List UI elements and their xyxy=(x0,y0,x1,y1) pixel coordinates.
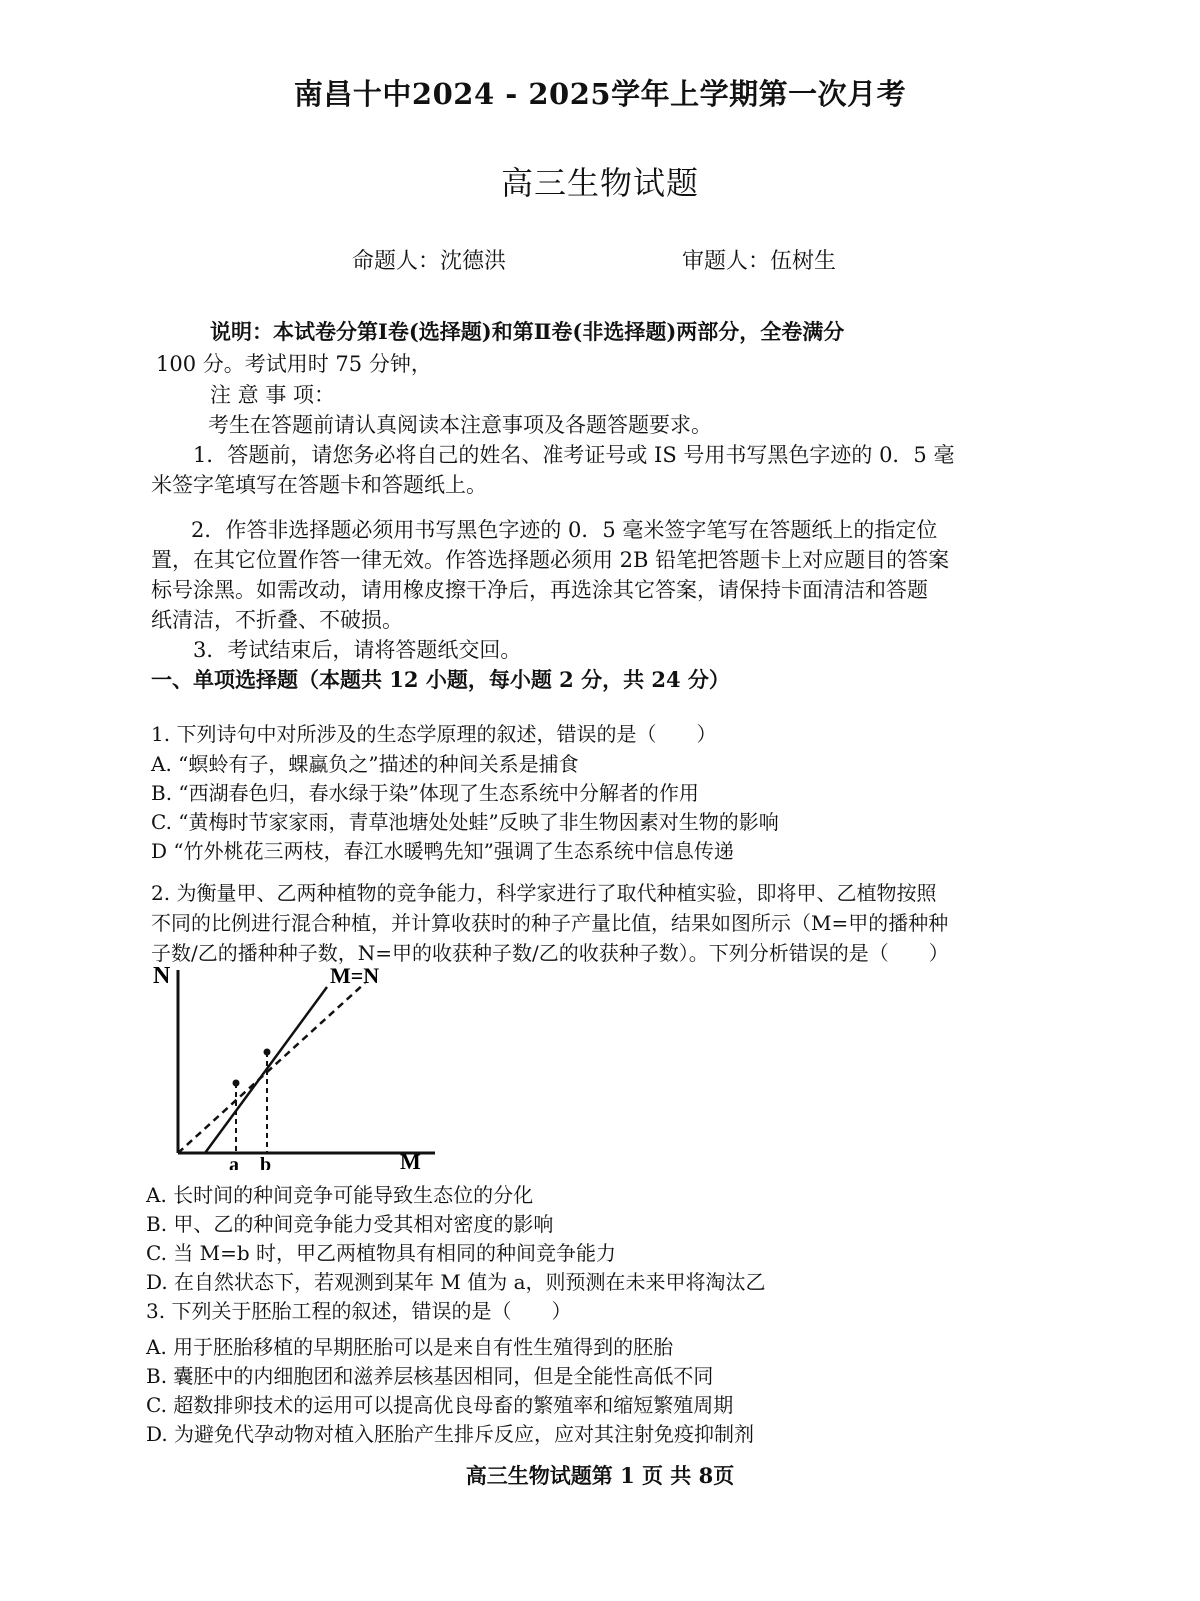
y-axis-label: N xyxy=(153,963,171,989)
notice-item2-b: 置，在其它位置作答一律无效。作答选择题必须用 2B 铅笔把答题卡上对应题目的答案 xyxy=(151,548,950,572)
notice-title: 注 意 事 项： xyxy=(210,383,336,407)
exam-subtitle: 高三生物试题 xyxy=(500,164,699,202)
q1-option-b: B. “西湖春色归，春水绿于染”体现了生态系统中分解者的作用 xyxy=(151,781,699,805)
q2-option-b: B. 甲、乙的种间竞争能力受其相对密度的影响 xyxy=(146,1212,554,1236)
q2-option-d: D. 在自然状态下，若观测到某年 M 值为 a，则预测在未来甲将淘汰乙 xyxy=(146,1270,766,1294)
instructions-line1: 说明：本试卷分第Ⅰ卷(选择题)和第Ⅱ卷(非选择题)两部分，全卷满分 xyxy=(210,319,845,344)
q1-stem: 1. 下列诗句中对所涉及的生态学原理的叙述，错误的是（ ） xyxy=(151,722,717,746)
q1-option-a: A. “螟蛉有子，蜾蠃负之”描述的种间关系是捕食 xyxy=(151,752,579,776)
page-footer: 高三生物试题第 1 页 共 8页 xyxy=(465,1463,735,1488)
q3-option-d: D. 为避免代孕动物对植入胚胎产生排斥反应，应对其注射免疫抑制剂 xyxy=(146,1422,755,1446)
point-b xyxy=(264,1049,271,1056)
q2-stem-line2: 不同的比例进行混合种植，并计算收获时的种子产量比值，结果如图所示（M=甲的播种种 xyxy=(151,911,949,935)
notice-item2-d: 纸清洁，不折叠、不破损。 xyxy=(151,608,403,632)
notice-item1-b: 米签字笔填写在答题卡和答题纸上。 xyxy=(151,473,487,497)
q2-stem-line3: 子数/乙的播种种子数，N=甲的收获种子数/乙的收获种子数）。下列分析错误的是（ ） xyxy=(151,941,949,965)
reference-line-m-equals-n xyxy=(178,983,365,1153)
notice-item1-a: 1．答题前，请您务必将自己的姓名、准考证号或 IS 号用书写黑色字迹的 0．5 毫 xyxy=(193,443,955,467)
section1-heading: 一、单项选择题（本题共 12 小题，每小题 2 分，共 24 分） xyxy=(151,667,730,692)
x-axis-label: M xyxy=(400,1149,421,1170)
notice-item3: 3．考试结束后，请将答题纸交回。 xyxy=(193,638,522,662)
q2-option-c: C. 当 M=b 时，甲乙两植物具有相同的种间竞争能力 xyxy=(146,1241,617,1265)
tick-label-b: b xyxy=(260,1154,272,1170)
q3-option-b: B. 囊胚中的内细胞团和滋养层核基因相同，但是全能性高低不同 xyxy=(146,1364,714,1388)
q2-option-a: A. 长时间的种间竞争可能导致生态位的分化 xyxy=(146,1183,534,1207)
notice-item2-a: 2．作答非选择题必须用书写黑色字迹的 0．5 毫米签字笔写在答题纸上的指定位 xyxy=(191,518,938,542)
notice-intro: 考生在答题前请认真阅读本注意事项及各题答题要求。 xyxy=(208,413,712,437)
point-a xyxy=(233,1080,240,1087)
q1-option-d: D “竹外桃花三两枝，春江水暖鸭先知”强调了生态系统中信息传递 xyxy=(151,839,734,863)
competition-graph xyxy=(145,955,465,1170)
author-line: 命题人：沈德洪 xyxy=(352,249,507,274)
notice-item2-c: 标号涂黑。如需改动，请用橡皮擦干净后，再选涂其它答案，请保持卡面清洁和答题 xyxy=(151,578,928,602)
q1-option-c: C. “黄梅时节家家雨，青草池塘处处蛙”反映了非生物因素对生物的影响 xyxy=(151,810,779,834)
tick-label-a: a xyxy=(229,1154,239,1170)
q3-stem: 3. 下列关于胚胎工程的叙述，错误的是（ ） xyxy=(146,1299,572,1323)
q3-option-a: A. 用于胚胎移植的早期胚胎可以是来自有性生殖得到的胚胎 xyxy=(146,1335,674,1359)
q3-option-c: C. 超数排卵技术的运用可以提高优良母畜的繁殖率和缩短繁殖周期 xyxy=(146,1393,734,1417)
instructions-line2: 100 分。考试用时 75 分钟， xyxy=(156,352,432,376)
line-label: M=N xyxy=(330,963,380,988)
q2-stem-line1: 2. 为衡量甲、乙两种植物的竞争能力，科学家进行了取代种植实验，即将甲、乙植物按照 xyxy=(151,881,937,905)
exam-title: 南昌十中2024 - 2025学年上学期第一次月考 xyxy=(293,77,907,111)
reviewer-line: 审题人：伍树生 xyxy=(682,249,837,274)
